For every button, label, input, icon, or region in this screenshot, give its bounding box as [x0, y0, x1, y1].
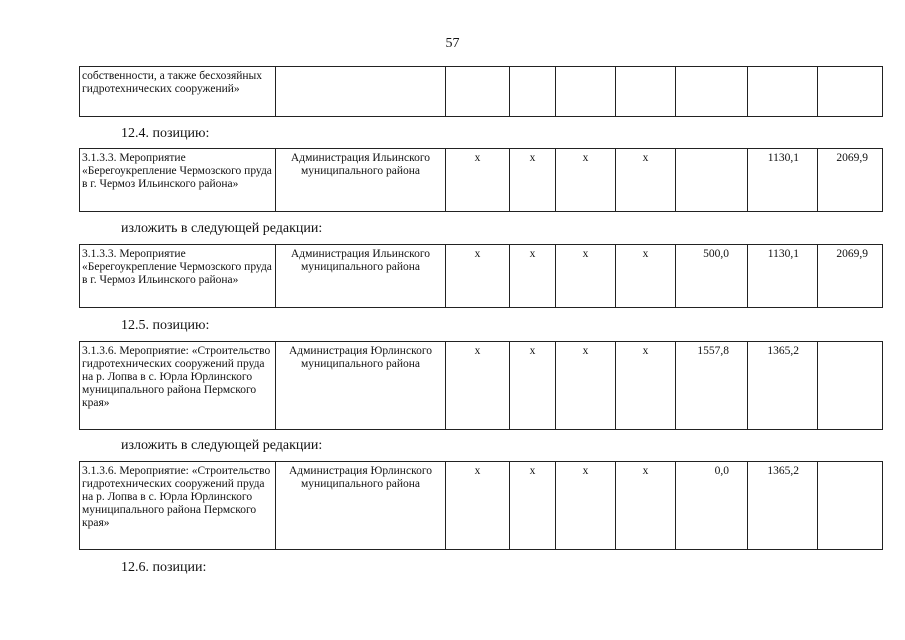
cell-value: 1130,1 [748, 245, 818, 308]
cell-executor: Администрация Ильинского муниципального района [276, 245, 446, 308]
cell-value [556, 67, 616, 117]
cell-value: х [510, 342, 556, 430]
table-row [80, 342, 883, 430]
cell-value: х [446, 149, 510, 212]
cell-activity: собственности, а также бесхозяйных гидротехнических сооружений» [80, 67, 276, 117]
cell-value [510, 67, 556, 117]
cell-executor [276, 67, 446, 117]
cell-value: х [616, 342, 676, 430]
cell-activity: 3.1.3.3. Мероприятие «Берегоукрепление Чермозского пруда в г. Чермоз Ильинского района» [80, 149, 276, 212]
cell-value: х [616, 462, 676, 550]
cell-value: х [510, 149, 556, 212]
paragraph-amend-2: изложить в следующей редакции: [121, 438, 323, 453]
cell-value [818, 342, 883, 430]
table-row [80, 462, 883, 550]
paragraph-12-4: 12.4. позицию: [121, 126, 210, 141]
table-row [80, 67, 883, 117]
cell-activity: 3.1.3.3. Мероприятие «Берегоукрепление Чермозского пруда в г. Чермоз Ильинского района» [80, 245, 276, 308]
cell-value [818, 462, 883, 550]
cell-activity: 3.1.3.6. Мероприятие: «Строительство гидротехнических сооружений пруда на р. Лопва в с. Юрла Юрлинского муниципального района Пермского края» [80, 462, 276, 550]
table-3-1-3-3-new [79, 244, 883, 308]
table-3-1-3-6-old [79, 341, 883, 430]
cell-value: х [616, 149, 676, 212]
cell-value: х [446, 245, 510, 308]
table-3-1-3-6-new [79, 461, 883, 550]
table-row [80, 245, 883, 308]
cell-value: х [556, 149, 616, 212]
cell-value: х [446, 462, 510, 550]
cell-value: х [556, 245, 616, 308]
cell-value [676, 67, 748, 117]
cell-value: 0,0 [676, 462, 748, 550]
cell-value: х [510, 245, 556, 308]
cell-value: 1365,2 [748, 462, 818, 550]
cell-value: х [556, 462, 616, 550]
cell-value: 1130,1 [748, 149, 818, 212]
cell-executor: Администрация Юрлинского муниципального района [276, 462, 446, 550]
cell-value [818, 67, 883, 117]
cell-value: 500,0 [676, 245, 748, 308]
cell-value: 2069,9 [818, 149, 883, 212]
cell-value [748, 67, 818, 117]
table-3-1-3-3-old [79, 148, 883, 212]
cell-executor: Администрация Юрлинского муниципального района [276, 342, 446, 430]
paragraph-12-5: 12.5. позицию: [121, 318, 210, 333]
cell-activity: 3.1.3.6. Мероприятие: «Строительство гидротехнических сооружений пруда на р. Лопва в с. Юрла Юрлинского муниципального района Пермского края» [80, 342, 276, 430]
cell-executor: Администрация Ильинского муниципального района [276, 149, 446, 212]
cell-value: 2069,9 [818, 245, 883, 308]
paragraph-12-6: 12.6. позиции: [121, 560, 207, 575]
cell-value [676, 149, 748, 212]
cell-value: х [510, 462, 556, 550]
cell-value: х [616, 245, 676, 308]
cell-value: 1557,8 [676, 342, 748, 430]
cell-value: х [556, 342, 616, 430]
table-continuation [79, 66, 883, 117]
cell-value [446, 67, 510, 117]
page-number: 57 [445, 36, 460, 51]
cell-value: 1365,2 [748, 342, 818, 430]
cell-value [616, 67, 676, 117]
table-row [80, 149, 883, 212]
cell-value: х [446, 342, 510, 430]
paragraph-amend-1: изложить в следующей редакции: [121, 221, 323, 236]
